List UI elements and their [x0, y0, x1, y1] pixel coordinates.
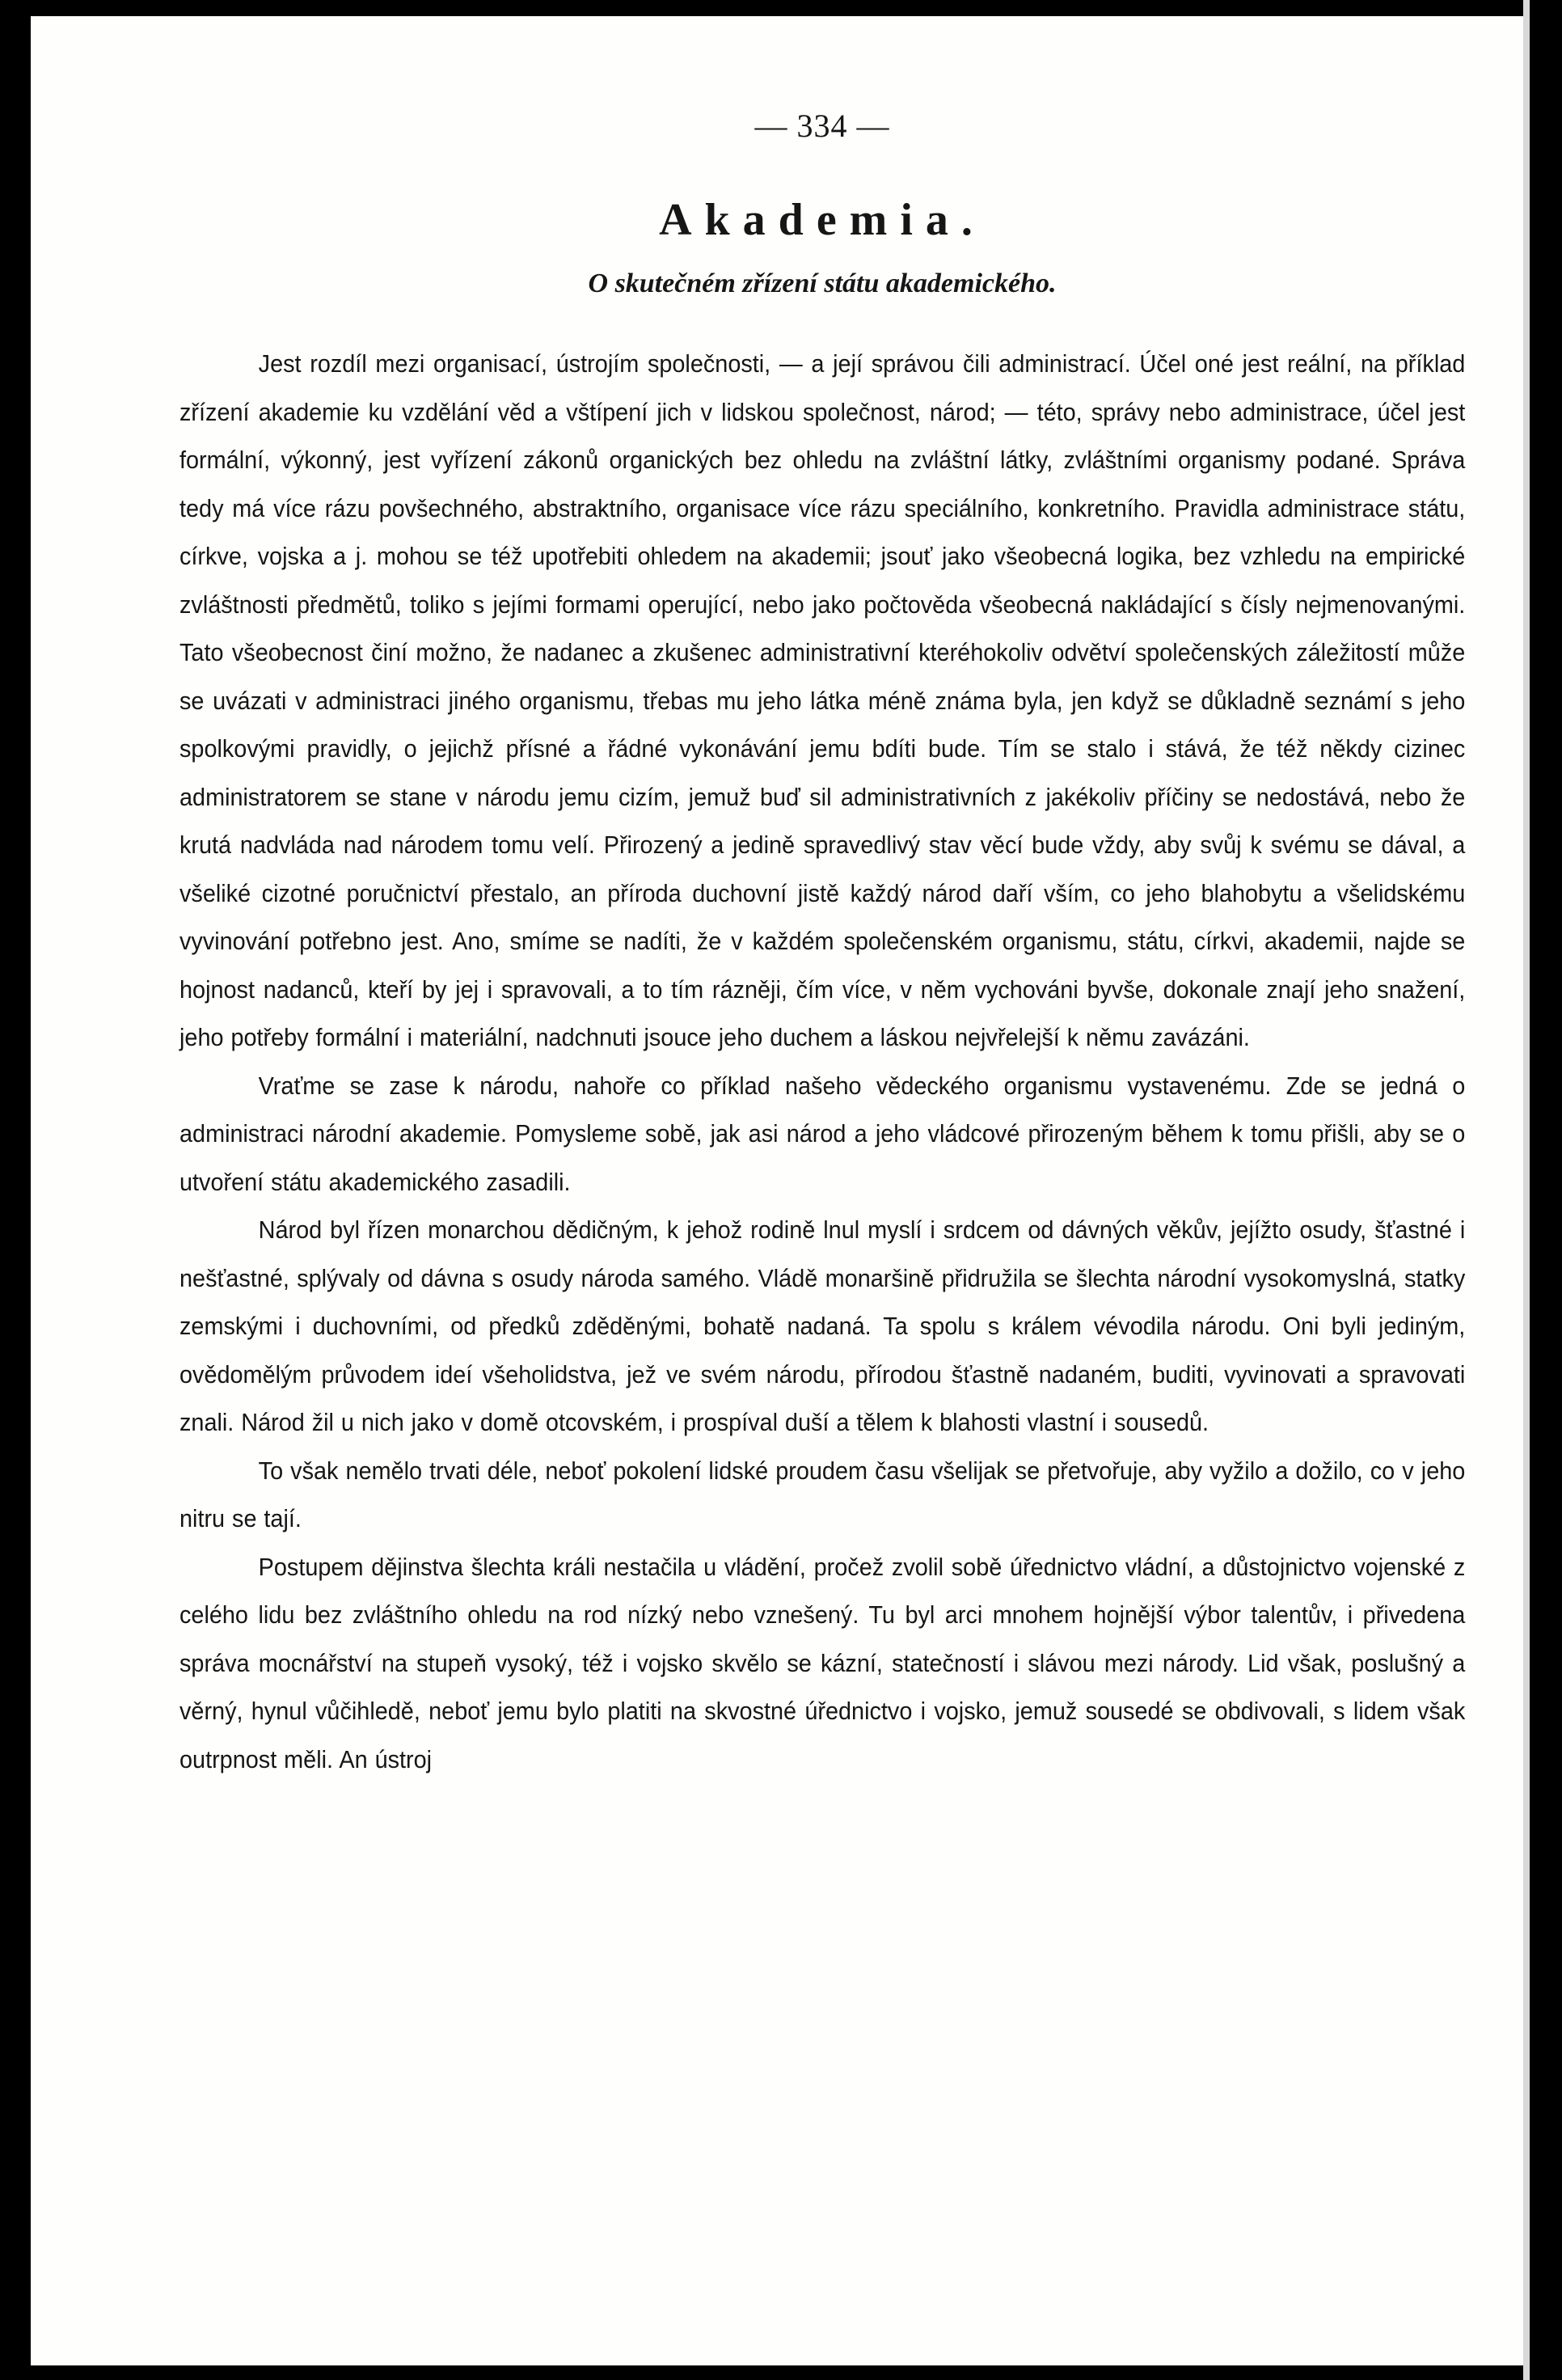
article-body — [179, 340, 1465, 1783]
paragraph: Postupem dějinstva šlechta králi nestačila u vládění, pročež zvolil sobě úřednictvo vládní, a důstojnictvo vojenské z celého lidu bez zvláštního ohledu na rod nízký nebo vznešený. Tu byl arci mnohem hojnější výbor talentův, i přivedena správa mocnářství na stupeň vysoký, též i vojsko skvělo se kázní, statečností i slávou mezi národy. Lid však, poslušný a věrný, hynul vůčihledě, neboť jemu bylo platiti na skvostné úřednictvo i vojsko, jemuž sousedé se obdivovali, s lidem však outrpnost měli. An ústroj — [179, 1552, 1466, 1773]
paragraph: To však nemělo trvati déle, neboť pokolení lidské proudem času všelijak se přetvořuje, aby vyžilo a dožilo, co v jeho nitru se tají. — [179, 1456, 1466, 1532]
paragraph: Jest rozdíl mezi organisací, ústrojím společnosti, — a její správou čili administrací. Účel oné jest reální, na příklad zřízení akademie ku vzdělání věd a vštípení jich v lidskou společnost, národ; — této, správy nebo administrace, účel jest formální, výkonný, jest vyřízení zákonů organických bez ohledu na zvláštní látky, zvláštními organismy podané. Správa tedy má více rázu povšechného, abstraktního, organisace více rázu speciálního, konkretního. Pravidla administrace státu, církve, vojska a j. mohou se též upotřebiti ohledem na akademii; jsouť jako všeobecná logika, bez vzhledu na empirické zvláštnosti předmětů, toliko s jejími formami operující, nebo jako počtověda všeobecná nakládající s čísly nejmenovanými. Tato všeobecnost činí možno, že nadanec a zkušenec administrativní kteréhokoliv odvětví společenských záležitostí může se uvázati v administraci jiného organismu, třebas mu jeho látka méně známa byla, jen když se důkladně seznámí s jeho spolkovými pravidly, o jejichž přísné a řádné vykonávání jemu bdíti bude. Tím se stalo i stává, že též někdy cizinec administratorem se stane v národu jemu cizím, jemuž buď sil administrativních z jakékoliv příčiny se nedostává, nebo že krutá nadvláda nad národem tomu velí. Přirozený a jedině spravedlivý stav věcí bude vždy, aby svůj k svému se dával, a všeliké cizotné poručnictví přestalo, an příroda duchovní jistě každý národ daří vším, co jeho blahobytu a všelidskému vyvinování potřebno jest. Ano, smíme se nadíti, že v každém společenském organismu, státu, církvi, akademii, najde se hojnost nadanců, kteří by jej i spravovali, a to tím rázněji, čím více, v něm vychováni byvše, dokonale znají jeho snažení, jeho potřeby formální i materiální, nadchnuti jsouce jeho duchem a láskou nejvřelejší k němu zavázáni. — [179, 349, 1466, 1051]
paragraph: Vraťme se zase k národu, nahoře co příklad našeho vědeckého organismu vystavenému. Zde se jedná o administraci národní akademie. Pomysleme sobě, jak asi národ a jeho vládcové přirozeným během k tomu přišli, aby se o utvoření státu akademického zasadili. — [179, 1071, 1466, 1196]
article-subtitle: O skutečném zřízení státu akademického. — [588, 268, 1057, 298]
article-title: Akademia. — [659, 195, 986, 245]
page-number: — 334 — — [754, 108, 890, 144]
paragraph: Národ byl řízen monarchou dědičným, k jehož rodině lnul myslí i srdcem od dávných věkův, jejížto osudy, šťastné i nešťastné, splývaly od dávna s osudy národa samého. Vládě monaršině přidružila se šlechta národní vysokomyslná, statky zemskými i duchovními, od předků zděděnými, bohatě nadaná. Ta spolu s králem vévodila národu. Oni byli jediným, ovědomělým průvodem ideí všeholidstva, jež ve svém národu, přírodou šťastně nadaném, buditi, vyvinovati a spravovati znali. Národ žil u nich jako v domě otcovském, i prospíval duší a tělem k blahosti vlastní i sousedů. — [179, 1215, 1466, 1436]
page-edge — [1523, 0, 1530, 2380]
